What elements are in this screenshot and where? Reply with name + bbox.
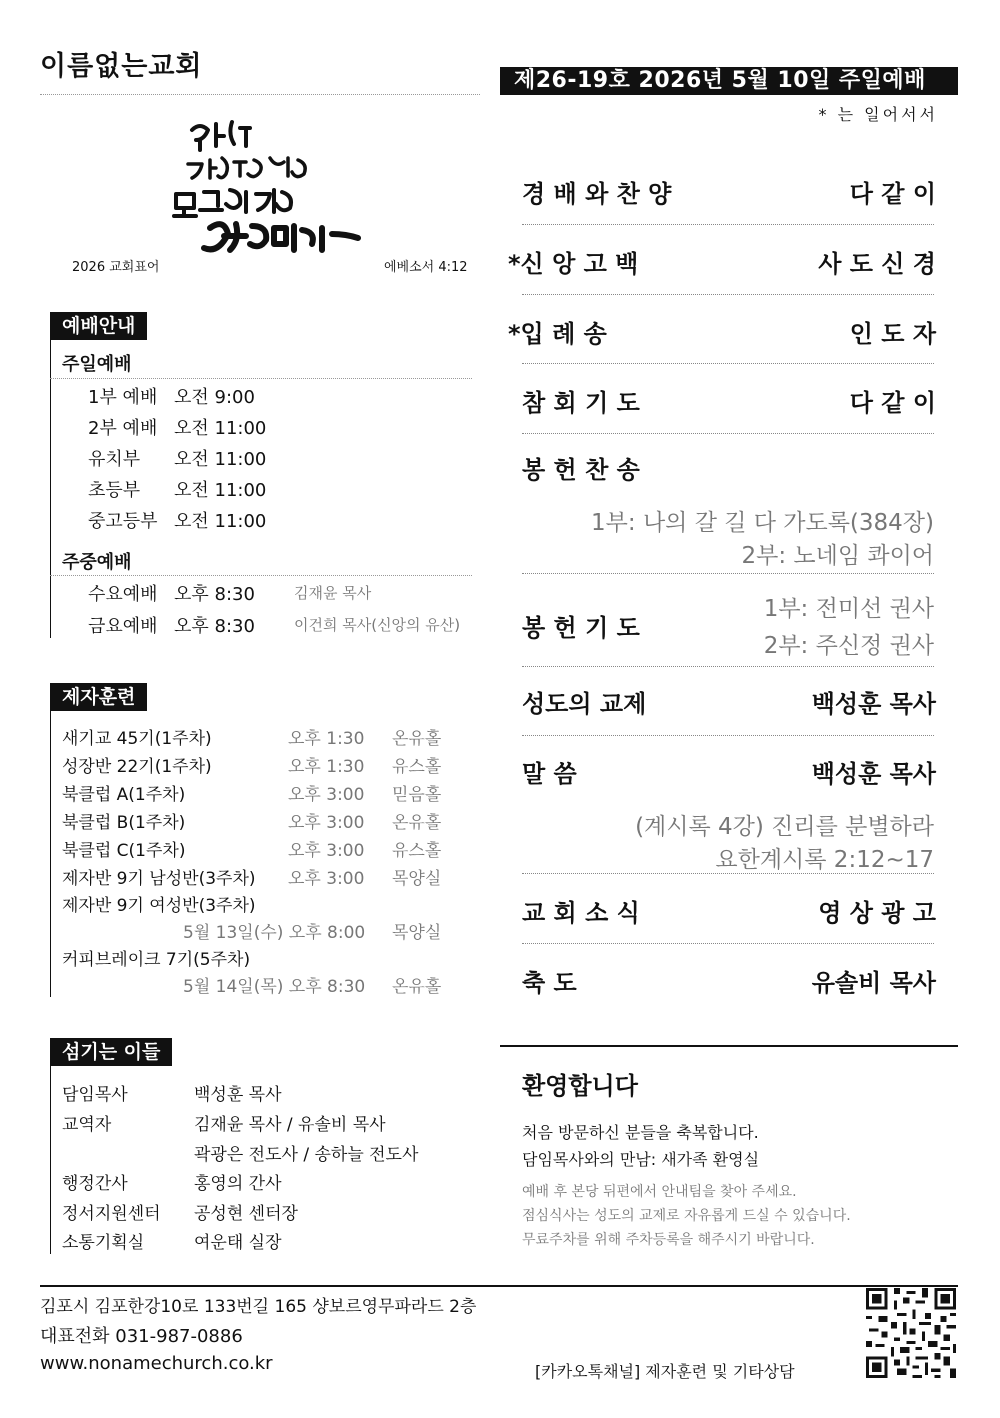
church-phone: 대표전화 031-987-0886 — [40, 1326, 243, 1347]
motto-year-label: 2026 교회표어 — [72, 260, 160, 275]
discipleship-title: 제자훈련 — [50, 683, 147, 711]
order-item — [508, 244, 936, 284]
order-divider — [522, 573, 934, 574]
servant-role: 행정간사 — [62, 1174, 128, 1194]
servants-frame — [50, 1066, 51, 1254]
order-item — [522, 450, 936, 490]
class-room: 목양실 — [392, 869, 442, 889]
order-item — [522, 754, 936, 794]
offering-hymn-1: 1부: 나의 갈 길 다 가도록(384장) — [591, 510, 934, 536]
church-name: 이름없는교회 — [40, 51, 203, 82]
class-room: 온유홀 — [392, 977, 442, 997]
worship-guide-frame — [50, 340, 51, 638]
order-item-title: *신 앙 고 백 — [508, 250, 639, 278]
order-divider — [522, 666, 934, 667]
weekday-worship-title: 주중예배 — [62, 552, 132, 573]
order-item-title: 축 도 — [522, 969, 577, 997]
order-item — [522, 383, 936, 423]
sermon-title: (계시록 4강) 진리를 분별하라 — [635, 814, 934, 840]
class-name: 새기교 45기(1주차) — [62, 729, 212, 749]
order-item-title: 경 배 와 찬 양 — [522, 180, 672, 208]
class-name: 커피브레이크 7기(5주차) — [62, 950, 251, 970]
class-room: 목양실 — [392, 923, 442, 943]
welcome-note: 점심식사는 성도의 교제로 자유롭게 드실 수 있습니다. — [522, 1208, 851, 1224]
class-time: 오후 3:00 — [288, 841, 365, 861]
welcome-note: 무료주차를 위해 주차등록을 해주시기 바랍니다. — [522, 1232, 815, 1248]
order-divider — [522, 735, 934, 736]
order-item-leader: 영 상 광 고 — [818, 899, 936, 927]
discipleship-frame — [50, 711, 51, 997]
service-time: 오후 8:30 — [174, 616, 255, 637]
servant-names: 김재윤 목사 / 유솔비 목사 — [194, 1115, 386, 1135]
service-time: 오전 9:00 — [174, 387, 255, 408]
church-address: 김포시 김포한강10로 133번길 165 샹보르영무파라드 2층 — [40, 1297, 477, 1317]
order-item — [522, 963, 936, 1003]
welcome-line: 처음 방문하신 분들을 축복합니다. — [522, 1123, 759, 1142]
class-name: 북클럽 A(1주차) — [62, 785, 186, 805]
order-item-title: 봉 헌 찬 송 — [522, 456, 640, 484]
order-item — [522, 684, 936, 724]
kakao-channel-label: [카카오톡채널] 제자훈련 및 기타상담 — [535, 1362, 795, 1381]
order-item-leader: 백성훈 목사 — [811, 760, 936, 788]
weekday-divider — [50, 575, 472, 576]
class-room: 믿음홀 — [392, 785, 442, 805]
servant-role: 소통기획실 — [62, 1233, 145, 1253]
motto-calligraphy — [170, 110, 370, 270]
order-divider — [522, 943, 934, 944]
church-website[interactable]: www.nonamechurch.co.kr — [40, 1353, 273, 1374]
order-item — [508, 314, 936, 354]
service-time: 오전 11:00 — [174, 418, 267, 439]
class-time: 오후 3:00 — [288, 869, 365, 889]
class-name: 제자반 9기 여성반(3주차) — [62, 896, 256, 916]
servant-names: 홍영의 간사 — [194, 1174, 282, 1194]
servant-role: 담임목사 — [62, 1085, 128, 1105]
class-time: 오후 1:30 — [288, 729, 365, 749]
service-name: 수요예배 — [88, 584, 158, 605]
class-room: 온유홀 — [392, 813, 442, 833]
service-name: 2부 예배 — [88, 418, 158, 439]
stand-note: * 는 일어서서 — [818, 105, 938, 124]
order-item-title: 말 씀 — [522, 760, 577, 788]
order-item-leader: 사 도 신 경 — [818, 250, 936, 278]
order-item-leader: 유솔비 목사 — [811, 969, 936, 997]
sermon-passage: 요한계시록 2:12~17 — [715, 847, 934, 873]
servant-role: 정서지원센터 — [62, 1204, 161, 1224]
service-time: 오전 11:00 — [174, 449, 267, 470]
service-name: 1부 예배 — [88, 387, 158, 408]
order-item-leader: 다 같 이 — [849, 389, 936, 417]
offering-prayer-1: 1부: 전미선 권사 — [763, 596, 934, 622]
service-leader: 이건희 목사(신앙의 유산) — [294, 616, 461, 634]
motto-reference: 에베소서 4:12 — [384, 260, 468, 275]
servant-role: 교역자 — [62, 1115, 112, 1135]
order-item — [522, 174, 936, 214]
service-name: 중고등부 — [88, 511, 158, 532]
class-room: 유스홀 — [392, 757, 442, 777]
service-time: 오전 11:00 — [174, 480, 267, 501]
welcome-note: 예배 후 본당 뒤편에서 안내팀을 찾아 주세요. — [522, 1184, 797, 1200]
welcome-divider — [500, 1045, 958, 1047]
class-name: 성장반 22기(1주차) — [62, 757, 212, 777]
sunday-divider — [50, 378, 472, 379]
header-divider — [40, 94, 480, 95]
worship-guide-title: 예배안내 — [50, 312, 147, 340]
class-room: 온유홀 — [392, 729, 442, 749]
order-item-leader: 인 도 자 — [849, 320, 936, 348]
service-name: 초등부 — [88, 480, 141, 501]
class-name: 제자반 9기 남성반(3주차) — [62, 869, 256, 889]
order-item — [522, 893, 936, 933]
sunday-worship-title: 주일예배 — [62, 354, 132, 375]
servants-title: 섬기는 이들 — [50, 1038, 172, 1066]
servant-names: 공성현 센터장 — [194, 1204, 298, 1224]
servant-names: 곽광은 전도사 / 송하늘 전도사 — [194, 1145, 419, 1165]
class-room: 유스홀 — [392, 841, 442, 861]
class-time: 오후 1:30 — [288, 757, 365, 777]
servant-names: 백성훈 목사 — [194, 1085, 282, 1105]
class-name: 북클럽 C(1주차) — [62, 841, 186, 861]
class-time: 오후 3:00 — [288, 813, 365, 833]
order-divider — [522, 294, 934, 295]
class-name: 북클럽 B(1주차) — [62, 813, 186, 833]
class-time: 오후 3:00 — [288, 785, 365, 805]
service-name: 금요예배 — [88, 616, 158, 637]
footer-divider — [40, 1285, 958, 1287]
order-item-leader: 백성훈 목사 — [811, 690, 936, 718]
order-divider — [522, 873, 934, 874]
welcome-title: 환영합니다 — [522, 1072, 638, 1100]
welcome-line: 담임목사와의 만남: 새가족 환영실 — [522, 1150, 760, 1169]
order-divider — [522, 433, 934, 434]
servant-names: 여운태 실장 — [194, 1233, 282, 1253]
order-divider — [522, 363, 934, 364]
order-item-title: 봉 헌 기 도 — [522, 614, 640, 642]
order-item-leader: 다 같 이 — [849, 180, 936, 208]
order-item-title: 교 회 소 식 — [522, 899, 640, 927]
order-item-title: 성도의 교제 — [522, 690, 647, 718]
offering-prayer-2: 2부: 주신정 권사 — [763, 633, 934, 659]
class-time: 5월 14일(목) 오후 8:30 — [183, 977, 366, 997]
offering-hymn-2: 2부: 노네임 콰이어 — [741, 543, 934, 569]
order-divider — [522, 224, 934, 225]
order-item-title: 참 회 기 도 — [522, 389, 640, 417]
issue-banner: 제26-19호 2026년 5월 10일 주일예배 — [500, 67, 958, 95]
service-name: 유치부 — [88, 449, 141, 470]
qr-code[interactable] — [866, 1288, 956, 1378]
class-time: 5월 13일(수) 오후 8:00 — [183, 923, 366, 943]
service-time: 오전 11:00 — [174, 511, 267, 532]
service-leader: 김재윤 목사 — [294, 584, 372, 602]
service-time: 오후 8:30 — [174, 584, 255, 605]
order-item-title: *입 례 송 — [508, 320, 607, 348]
